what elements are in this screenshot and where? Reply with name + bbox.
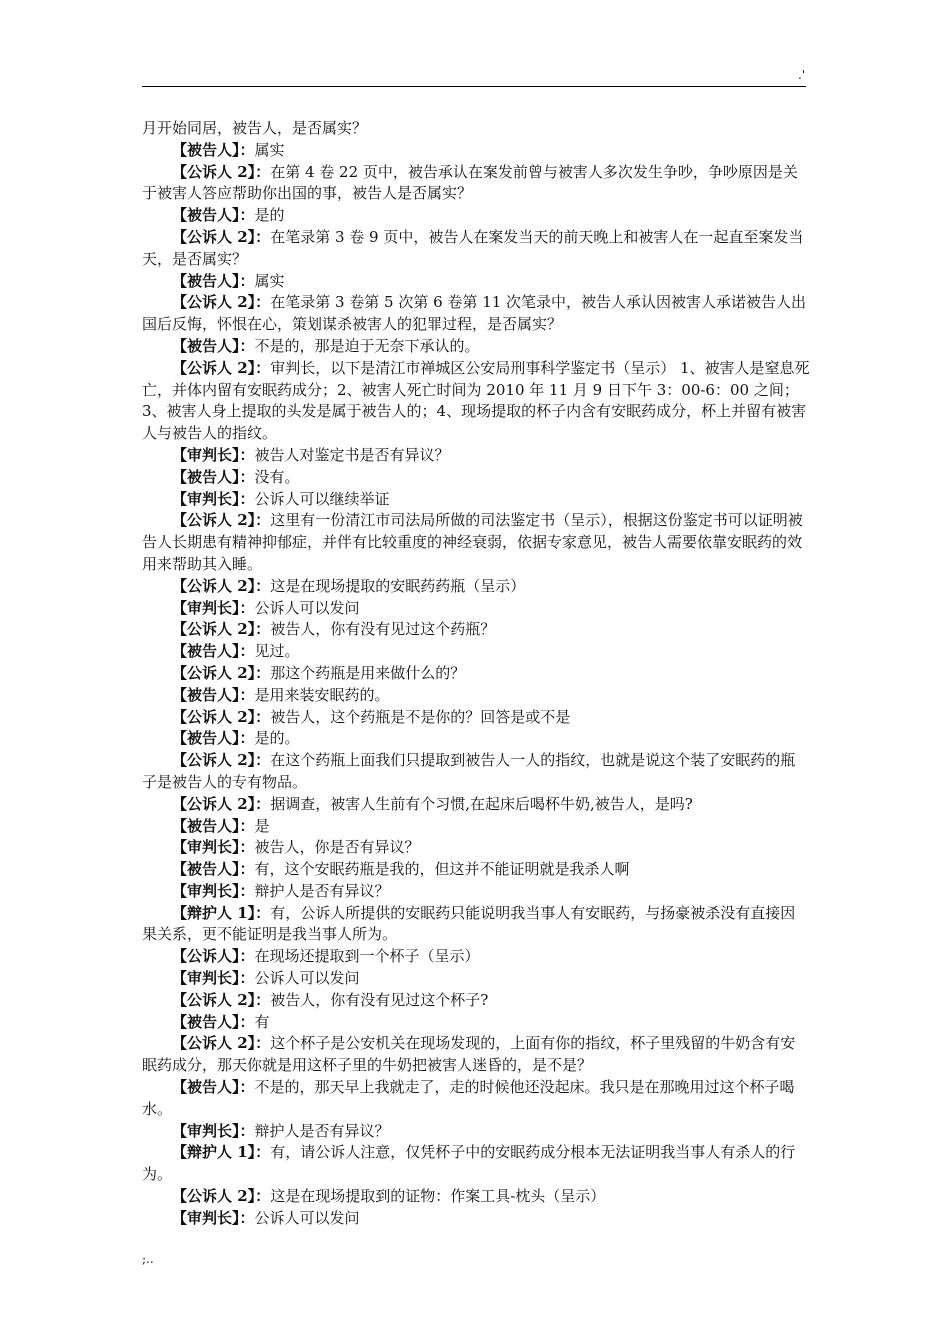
speaker-colon: ： [255,663,271,682]
transcript-paragraph [142,946,810,968]
header-rule [142,86,806,87]
utterance-text: 被告人，这个药瓶是不是你的？回答是或不是 [270,707,571,726]
speaker-label: 【被告人】 [172,140,240,159]
utterance-text: 被告人，你有没有见过这个药瓶？ [270,620,496,639]
transcript-paragraph [142,1033,810,1077]
utterance-text: 见过。 [254,642,300,661]
transcript-paragraph [142,489,810,511]
utterance-text: 在第 4 卷 22 页中，被告承认在案发前曾与被害人多次发生争吵，争吵原因是关于被害人答应帮助你出国的事，被告人是否属实？ [142,162,798,203]
speaker-colon: ： [239,860,255,879]
speaker-colon: ： [255,1034,271,1053]
utterance-text: 属实 [254,271,285,290]
speaker-label: 【被告人】 [172,642,240,661]
speaker-colon: ： [255,1143,271,1162]
transcript-paragraph [142,467,810,489]
speaker-colon: ： [255,576,271,595]
speaker-label: 【被告人】 [172,336,240,355]
transcript-paragraph [142,118,810,140]
speaker-colon: ： [239,1078,255,1097]
speaker-label: 【公诉人 2】 [172,990,256,1009]
utterance-text: 有 [254,1012,270,1031]
speaker-colon: ： [255,358,271,377]
speaker-label: 【被告人】 [172,206,240,225]
utterance-text: 属实 [254,140,285,159]
speaker-label: 【公诉人 2】 [172,358,256,377]
speaker-label: 【被告人】 [172,729,240,748]
speaker-label: 【公诉人 2】 [172,751,256,770]
transcript-paragraph [142,816,810,838]
utterance-text: 那这个药瓶是用来做什么的？ [270,663,466,682]
speaker-colon: ： [255,293,271,312]
speaker-label: 【公诉人 2】 [172,576,256,595]
transcript-paragraph [142,1186,810,1208]
transcript-paragraph [142,794,810,816]
utterance-text: 是 [254,816,270,835]
speaker-label: 【公诉人 2】 [172,707,256,726]
utterance-text: 在这个药瓶上面我们只提取到被告人一人的指纹，也就是说这个装了安眠药的瓶子是被告人的专有物品。 [142,751,796,791]
speaker-label: 【被告人】 [172,271,240,290]
transcript-paragraph [142,1208,810,1230]
speaker-colon: ： [255,990,271,1009]
speaker-colon: ： [239,336,255,355]
speaker-colon: ： [239,881,255,900]
document-body [142,118,810,1230]
speaker-label: 【公诉人】 [172,947,240,966]
transcript-paragraph [142,837,810,859]
speaker-colon: ： [239,1012,255,1031]
utterance-text: 公诉人可以发问 [254,1208,360,1227]
speaker-colon: ： [239,816,255,835]
speaker-label: 【公诉人 2】 [172,162,256,181]
transcript-paragraph [142,685,810,707]
utterance-text: 月开始同居，被告人，是否属实？ [142,119,368,137]
transcript-paragraph [142,663,810,685]
speaker-colon: ： [239,1121,255,1140]
speaker-colon: ： [255,162,271,181]
transcript-paragraph [142,881,810,903]
speaker-colon: ： [255,511,271,530]
speaker-label: 【被告人】 [172,685,240,704]
transcript-paragraph [142,707,810,729]
utterance-text: 审判长，以下是清江市禅城区公安局刑事科学鉴定书（呈示） 1、被害人是窒息死亡，并体内留有安眠药成分；2、被害人死亡时间为 2010 年 11 月 9 日下午 3：00-6：00 之间；3、被害人身上提取的头发是属于被告人的；4、现场提取的杯子内含有安眠药成分，杯上并留有被害人与被告人的指纹。 [142,358,810,443]
transcript-paragraph [142,292,810,336]
speaker-colon: ： [239,489,255,508]
utterance-text: 不是的，那是迫于无奈下承认的。 [254,336,480,355]
utterance-text: 这是在现场提取到的证物：作案工具-枕头（呈示） [270,1187,606,1206]
utterance-text: 这是在现场提取的安眠药药瓶（呈示） [270,576,526,595]
utterance-text: 公诉人可以继续举证 [254,489,390,508]
speaker-label: 【被告人】 [172,816,240,835]
speaker-colon: ： [239,838,255,857]
utterance-text: 是的 [254,206,285,225]
transcript-paragraph [142,358,810,445]
footer-mark: ;.. [142,1252,154,1266]
transcript-paragraph [142,140,810,162]
speaker-colon: ： [255,903,271,922]
speaker-label: 【审判长】 [172,881,240,900]
speaker-label: 【审判长】 [172,1121,240,1140]
speaker-colon: ： [255,751,271,770]
utterance-text: 被告人，你有没有见过这个杯子? [270,990,489,1009]
speaker-colon: ： [255,227,271,246]
speaker-label: 【被告人】 [172,1078,240,1097]
transcript-paragraph [142,1121,810,1143]
utterance-text: 是的。 [254,729,300,748]
transcript-paragraph [142,162,810,206]
utterance-text: 不是的，那天早上我就走了，走的时候他还没起床。我只是在那晚用过这个杯子喝水。 [142,1078,795,1118]
speaker-label: 【审判长】 [172,598,240,617]
utterance-text: 在笔录第 3 卷第 5 次第 6 卷第 11 次笔录中，被告人承认因被害人承诺被告人出国后反悔，怀恨在心，策划谋杀被害人的犯罪过程，是否属实？ [142,293,807,334]
utterance-text: 在笔录第 3 卷 9 页中，被告人在案发当天的前天晚上和被害人在一起直至案发当天，是否属实？ [142,227,804,268]
speaker-colon: ： [239,685,255,704]
transcript-paragraph [142,445,810,467]
transcript-paragraph [142,859,810,881]
speaker-label: 【公诉人 2】 [172,663,256,682]
utterance-text: 没有。 [254,467,300,486]
utterance-text: 是用来装安眠药的。 [254,685,390,704]
transcript-paragraph [142,641,810,663]
speaker-label: 【审判长】 [172,838,240,857]
speaker-label: 【被告人】 [172,860,240,879]
transcript-paragraph [142,1012,810,1034]
speaker-label: 【公诉人 2】 [172,1034,256,1053]
speaker-label: 【公诉人 2】 [172,227,256,246]
speaker-colon: ： [239,140,255,159]
utterance-text: 被告人，你是否有异议？ [254,838,420,857]
speaker-colon: ： [239,969,255,988]
utterance-text: 据调查，被害人生前有个习惯,在起床后喝杯牛奶,被告人，是吗? [270,794,693,813]
speaker-label: 【审判长】 [172,1208,240,1227]
speaker-colon: ： [239,642,255,661]
speaker-colon: ： [239,271,255,290]
speaker-colon: ： [255,794,271,813]
transcript-paragraph [142,728,810,750]
speaker-label: 【审判长】 [172,445,240,464]
speaker-colon: ： [255,707,271,726]
speaker-label: 【被告人】 [172,1012,240,1031]
transcript-paragraph [142,990,810,1012]
transcript-paragraph [142,598,810,620]
speaker-colon: ： [239,445,255,464]
utterance-text: 辩护人是否有异议？ [254,1121,390,1140]
speaker-label: 【公诉人 2】 [172,1187,256,1206]
transcript-paragraph [142,271,810,293]
transcript-paragraph [142,903,810,947]
utterance-text: 这里有一份清江市司法局所做的司法鉴定书（呈示），根据这份鉴定书可以证明被告人长期患有精神抑郁症，并伴有比较重度的神经衰弱，依据专家意见，被告人需要依靠安眠药的效用来帮助其入睡。 [142,511,803,573]
speaker-colon: ： [239,206,255,225]
utterance-text: 公诉人可以发问 [254,969,360,988]
transcript-paragraph [142,750,810,794]
utterance-text: 被告人对鉴定书是否有异议？ [254,445,450,464]
transcript-paragraph [142,968,810,990]
transcript-paragraph [142,576,810,598]
speaker-label: 【公诉人 2】 [172,511,256,530]
transcript-paragraph [142,619,810,641]
speaker-colon: ： [255,1187,271,1206]
speaker-label: 【辩护人 1】 [172,1143,256,1162]
speaker-colon: ： [239,598,255,617]
speaker-colon: ： [239,729,255,748]
transcript-paragraph [142,336,810,358]
transcript-paragraph [142,227,810,271]
utterance-text: 有，这个安眠药瓶是我的，但这并不能证明就是我杀人啊 [254,860,630,879]
utterance-text: 这个杯子是公安机关在现场发现的，上面有你的指纹，杯子里残留的牛奶含有安眠药成分，那天你就是用这杯子里的牛奶把被害人迷昏的，是不是？ [142,1034,796,1075]
speaker-label: 【公诉人 2】 [172,794,256,813]
utterance-text: 辩护人是否有异议？ [254,881,390,900]
speaker-label: 【审判长】 [172,969,240,988]
speaker-label: 【公诉人 2】 [172,620,256,639]
speaker-label: 【审判长】 [172,489,240,508]
speaker-label: 【被告人】 [172,467,240,486]
transcript-paragraph [142,1077,810,1121]
transcript-paragraph [142,205,810,227]
speaker-label: 【辩护人 1】 [172,903,256,922]
speaker-colon: ： [239,947,255,966]
transcript-paragraph [142,510,810,575]
header-mark: .' [798,68,806,82]
utterance-text: 公诉人可以发问 [254,598,360,617]
speaker-colon: ： [255,620,271,639]
speaker-label: 【公诉人 2】 [172,293,256,312]
speaker-colon: ： [239,467,255,486]
utterance-text: 有，公诉人所提供的安眠药只能说明我当事人有安眠药，与扬豪被杀没有直接因果关系，更不能证明是我当事人所为。 [142,903,796,944]
speaker-colon: ： [239,1208,255,1227]
utterance-text: 有，请公诉人注意，仅凭杯子中的安眠药成分根本无法证明我当事人有杀人的行为。 [142,1143,796,1184]
utterance-text: 在现场还提取到一个杯子（呈示） [254,947,480,966]
transcript-paragraph [142,1142,810,1186]
